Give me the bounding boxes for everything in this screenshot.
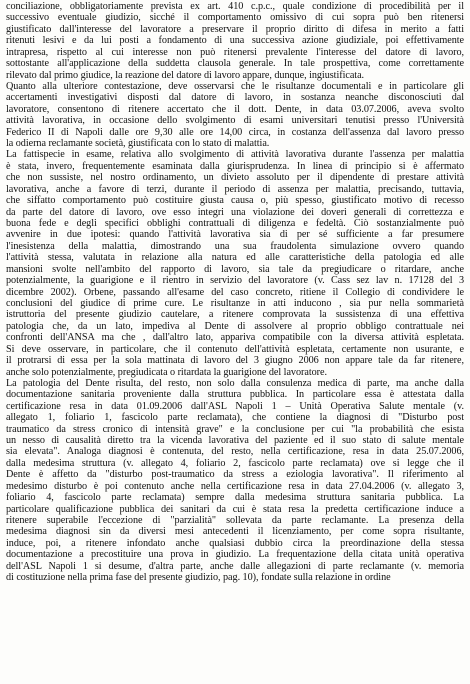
text-line: l'inesistenza della malattia, dimostrando una sua fraudolenta simulazione ovvero quando: [6, 240, 464, 252]
text-line: medesimo disturbo è poi contenuto anche nella certificazione resa in data 27.04.2006 (v. allegato 3,: [6, 480, 464, 492]
text-line: La fattispecie in esame, relativa allo svolgimento di attività lavorativa durante l'assenza per malattia: [6, 149, 464, 161]
text-line: l'attività stessa, valutata in relazione alla natura ed alle caratteristiche della patologia ed alle: [6, 252, 464, 264]
text-line: avvenire in due ipotesi: quando l'attività lavorativa sia di per sé sufficiente a far presumere: [6, 229, 464, 241]
text-line: induce, poi, a ritenere infondato anche qualsiasi dubbio circa la preordinazione della stessa: [6, 537, 464, 549]
text-line: rilevato dal primo giudice, la reazione del datore di lavoro appare, dunque, ingiustificata.: [6, 69, 365, 81]
text-line: dell'ASL Napoli 1 si desume, d'altra parte, anche dalle allegazioni di parte reclamante (v. memoria: [6, 560, 464, 572]
text-line: il protrarsi di essa per la sola mattinata di lavoro del 3 giugno 2006 non appare tale da far ritenere,: [6, 355, 464, 367]
text-line: conciliazione, obbligatoriamente prevista ex art. 410 c.p.c., quale condizione di procedibilità per il: [6, 1, 464, 12]
text-line: sia elevata". Analoga diagnosi è contenuta, del resto, nella certificazione, resa in data 25.07.2006,: [6, 446, 464, 458]
text-line: accertamenti investigativi disposti dal datore di lavoro, in sostanza neanche disconosciuti dal: [6, 92, 464, 104]
text-line: è stata, invero, frequentemente esaminata dalla giurisprudenza. In linea di principio si è affermato: [6, 160, 464, 172]
paragraph: [6, 1, 464, 81]
text-line: traumatico da stress cronico di intensità grave" e la conclusione per cui "la probabilità che esista: [6, 423, 464, 435]
text-line: giustificato dall'interesse del lavoratore a preservare il proprio diritto di difesa in merito a fatti: [6, 23, 464, 35]
text-line: dicembre 2002). Orbene, passando all'esame del caso concreto, ritiene il Collegio di condividere le: [6, 286, 464, 298]
paragraph: [6, 378, 464, 584]
text-line: Federico II di Napoli dalle ore 9,30 alle ore 14,00 circa, in costanza dell'assenza dal lavoro presso: [6, 126, 464, 138]
text-line: ritenere superabile l'eccezione di "parzialità" sollevata da parte reclamante. La presenza della: [6, 514, 464, 526]
text-line: medesima diagnosi sin da diversi mesi antecedenti il licenziamento, per come sopra risultante,: [6, 526, 464, 538]
text-line: di costituzione nella prima fase del presente giudizio, pag. 10), fondate sulla relazione in ordine: [6, 572, 391, 584]
text-line: Dente è affetto da "disturbo post-traumatico da stress a eziologia lavorativa". Il riferimento al: [6, 469, 464, 481]
text-line: successivo eventuale giudizio, sicché il comportamento omissivo di cui sopra può ben ritenersi: [6, 12, 464, 24]
text-line: documentazione sanitaria proveniente dalla struttura pubblica. In particolare essa è attestata dalla: [6, 389, 464, 401]
text-line: lavoratore, consentono di ritenere accertato che il dott. Dente, in data 03.07.2006, aveva svolto: [6, 103, 464, 115]
text-line: mansioni svolte nell'ambito del rapporto di lavoro, sia tale da pregiudicare o ritardare, anche: [6, 263, 464, 275]
text-line: un nesso di causalità diretto tra la vicenda lavorativa del paziente ed il suo stato di salute mentale: [6, 435, 464, 447]
text-line: dalla medesima struttura (v. allegato 4, foliario 2, fascicolo parte reclamata) ove si legge che il: [6, 457, 464, 469]
text-line: allegato 1, foliario 1, fascicolo parte reclamata), che contiene la diagnosi di "Disturbo post: [6, 412, 464, 424]
text-line: che non sussiste, nel nostro ordinamento, un divieto assoluto per il dipendente di prestare attività: [6, 172, 464, 184]
text-line: ritenuti lesivi e da lui posti a fondamento di una successiva azione giudiziale, poi effettivamente: [6, 35, 464, 47]
text-line: confronti dell'ANSA ma che , dall'altro lato, appariva compatibile con la diversa attività espletata.: [6, 332, 464, 344]
paragraph: [6, 81, 464, 150]
text-line: che siffatto comportamento può costituire giusta causa o, più spesso, giustificato motivo di recesso: [6, 195, 464, 207]
text-line: anche solo potenzialmente, pregiudicata o ritardata la guarigione del lavoratore.: [6, 366, 327, 378]
text-line: particolare qualificazione pubblica dei sanitari da cui è stata resa la predetta certificazione induce a: [6, 503, 464, 515]
text-line: La patologia del Dente risulta, del resto, non solo dalla consulenza medica di parte, ma anche dalla: [6, 377, 464, 389]
text-line: Si deve osservare, in particolare, che il contenuto dell'attività espletata, certamente non usurante, e: [6, 343, 464, 355]
text-line: da parte del datore di lavoro, ove esso integri una violazione dei doveri generali di correttezza e: [6, 206, 464, 218]
text-line: lavorativa, anche a favore di terzi, durante il periodo di assenza per malattia, precisando, tuttavia,: [6, 183, 464, 195]
document-body: [6, 1, 464, 584]
text-line: Quanto alla ulteriore contestazione, deve osservarsi che le risultanze documentali e in particolare gli: [6, 80, 464, 92]
text-line: conclusioni del giudice di prime cure. Le risultanze in atti inducono , sia pur nella sommarietà: [6, 297, 464, 309]
text-line: potenzialmente, la guarigione e il rientro in servizio del lavoratore (v. Cass sez lav n. 17128 del 3: [6, 275, 464, 287]
paragraph: [6, 149, 464, 377]
text-line: istruttoria del presente giudizio cautelare, a ritenere comprovata la sussistenza di una effettiva: [6, 309, 464, 321]
text-line: la odierna reclamante società, giustificata con lo stato di malattia.: [6, 138, 270, 150]
text-line: sottostante all'applicazione della suddetta clausola generale. In tale prospettiva, come correttamente: [6, 58, 464, 70]
text-line: patologia che, da un lato, impediva al Dente di assolvere al proprio obbligo contrattuale nei: [6, 320, 464, 332]
text-line: buona fede e degli specifici obblighi contrattuali di diligenza e fedeltà. Ciò sostanzialmente può: [6, 218, 464, 230]
text-line: foliario 4, fascicolo parte reclamata) sempre dalla medesima struttura sanitaria pubblica. La: [6, 492, 464, 504]
text-line: attività lavorativa, in occasione dello svolgimento di esami universitari tenutisi presso l'Università: [6, 115, 464, 127]
text-line: documentazione a precostituire una prova in giudizio. La frequentazione della citata unità operativa: [6, 549, 464, 561]
text-line: certificazione resa in data 01.09.2006 dall'ASL Napoli 1 – Unità Operativa Salute mentale (v.: [6, 400, 464, 412]
text-line: intrapresa, rispetto al cui interesse non può ritenersi prevalente l'interesse del datore di lavoro,: [6, 46, 464, 58]
